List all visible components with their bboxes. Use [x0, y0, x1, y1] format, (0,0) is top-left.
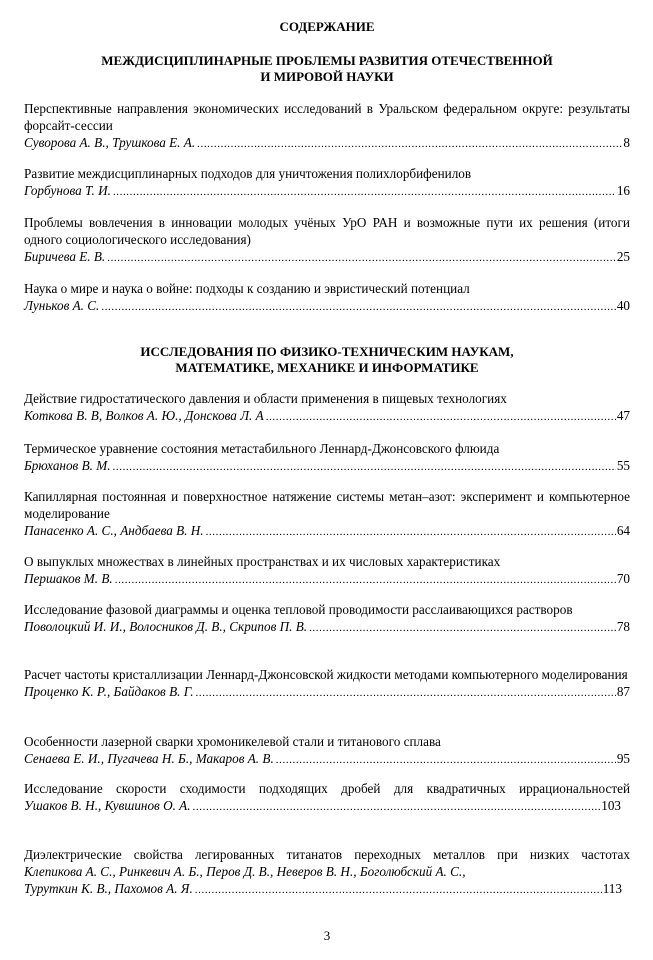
- entry-title: Развитие междисциплинарных подходов для уничтожения полихлорбифенилов: [24, 166, 472, 181]
- toc-entry[interactable]: [24, 100, 630, 153]
- entry-title: Термическое уравнение состояния метастабильного Леннард-Джонсовского флюида: [24, 441, 500, 456]
- entry-authors: Клепикова А. С., Ринкевич А. Б., Перов Д. В., Неверов В. Н., Боголюбский А. С.,: [24, 864, 466, 879]
- entry-title: Перспективные направления экономических исследований в Уральском федеральном округе: результаты форсайт-сессии: [24, 101, 630, 133]
- section-heading-line: ИССЛЕДОВАНИЯ ПО ФИЗИКО-ТЕХНИЧЕСКИМ НАУКАМ,: [140, 344, 514, 359]
- toc-entry[interactable]: [24, 440, 630, 476]
- entry-page-number: 78: [616, 619, 630, 634]
- dot-leader: [101, 299, 615, 316]
- entry-author-line: [24, 750, 630, 769]
- entry-title: О выпуклых множествах в линейных пространствах и их числовых характеристиках: [24, 554, 501, 569]
- dot-leader: [115, 572, 616, 589]
- entry-authors: Туруткин К. В., Пахомов А. Я.: [24, 881, 193, 896]
- entry-author-line: [24, 407, 630, 426]
- entry-page-number: 47: [616, 408, 630, 423]
- entry-title: Действие гидростатического давления и области применения в пищевых технологиях: [24, 391, 507, 406]
- toc-entry[interactable]: [24, 666, 630, 702]
- entry-authors: Панасенко А. С., Андбаева В. Н.: [24, 523, 204, 538]
- entry-author-line: [24, 683, 630, 702]
- section-heading: [24, 53, 630, 85]
- entry-author-line: [24, 297, 630, 316]
- entry-author-line: [24, 522, 630, 541]
- entry-authors: Поволоцкий И. И., Волосников Д. В., Скрипов П. В.: [24, 619, 308, 634]
- page-number: 3: [323, 928, 331, 943]
- entry-author-line: [24, 457, 630, 476]
- entry-authors: Биричева Е. В.: [24, 249, 106, 264]
- entry-authors: Брюханов В. М.: [24, 458, 111, 473]
- dot-leader: [276, 752, 616, 769]
- entry-title: Наука о мире и наука о войне: подходы к созданию и эвристический потенциал: [24, 281, 470, 296]
- dot-leader: [113, 184, 616, 201]
- entry-authors: Коткова В. В, Волков А. Ю., Донскова Л. А: [24, 408, 264, 423]
- entry-title: Расчет частоты кристаллизации Леннард-Джонсовской жидкости методами компьютерного моделирования: [24, 667, 628, 682]
- entry-title: Капиллярная постоянная и поверхностное натяжение системы метан–азот: эксперимент и компьютерное моделирование: [24, 489, 630, 521]
- entry-title: Диэлектрические свойства легированных титанатов переходных металлов при низких частотах: [24, 847, 630, 862]
- dot-leader: [197, 136, 622, 153]
- entry-page-number: 103: [601, 798, 621, 813]
- entry-author-line: [24, 182, 630, 201]
- toc-entry[interactable]: [24, 553, 630, 589]
- toc-entry[interactable]: [24, 601, 630, 637]
- entry-author-line: [24, 880, 622, 899]
- toc-entry[interactable]: [24, 165, 630, 201]
- entry-authors: Першаков М. В.: [24, 571, 113, 586]
- entry-authors: Проценко К. Р., Байдаков В. Г.: [24, 684, 194, 699]
- entry-title: Исследование фазовой диаграммы и оценка тепловой проводимости расслаивающихся растворов: [24, 602, 573, 617]
- entry-page-number: 55: [616, 458, 630, 473]
- dot-leader: [206, 524, 616, 541]
- section-heading-line: МАТЕМАТИКЕ, МЕХАНИКЕ И ИНФОРМАТИКЕ: [175, 360, 479, 375]
- entry-authors: Горбунова Т. И.: [24, 183, 111, 198]
- entry-page-number: 95: [616, 751, 630, 766]
- entry-title: Особенности лазерной сварки хромоникелевой стали и титанового сплава: [24, 734, 441, 749]
- entry-page-number: 16: [616, 183, 630, 198]
- toc-entry[interactable]: [24, 214, 630, 267]
- section-heading-line: МЕЖДИСЦИПЛИНАРНЫЕ ПРОБЛЕМЫ РАЗВИТИЯ ОТЕЧЕСТВЕННОЙ: [101, 53, 553, 68]
- dot-leader: [113, 459, 616, 476]
- entry-authors: Суворова А. В., Трушкова Е. А.: [24, 135, 196, 150]
- section-heading: [24, 344, 630, 376]
- toc-entry[interactable]: [24, 846, 630, 899]
- toc-entry[interactable]: [24, 780, 630, 816]
- entry-authors: Сенаева Е. И., Пугачева Н. Б., Макаров А. В.: [24, 751, 274, 766]
- entry-title: Исследование скорости сходимости подходящих дробей для квадратичных иррациональностей: [24, 781, 630, 796]
- toc-entry[interactable]: [24, 733, 630, 769]
- entry-page-number: 40: [616, 298, 630, 313]
- toc-entry[interactable]: [24, 280, 630, 316]
- toc-entry[interactable]: [24, 390, 630, 426]
- entry-page-number: 70: [616, 571, 630, 586]
- dot-leader: [196, 685, 616, 702]
- entry-authors: Луньков А. С.: [24, 298, 100, 313]
- entry-page-number: 87: [616, 684, 630, 699]
- toc-entry[interactable]: [24, 488, 630, 541]
- entry-author-line: [24, 797, 621, 816]
- entry-author-line: [24, 248, 630, 267]
- dot-leader: [266, 409, 616, 426]
- entry-authors: Ушаков В. Н., Кувшинов О. А.: [24, 798, 191, 813]
- dot-leader: [195, 882, 602, 899]
- page-title: СОДЕРЖАНИЕ: [279, 19, 375, 34]
- entry-author-line: [24, 570, 630, 589]
- entry-page-number: 64: [616, 523, 630, 538]
- entry-page-number: 25: [616, 249, 630, 264]
- dot-leader: [193, 799, 601, 816]
- entry-author-line: [24, 618, 630, 637]
- entry-page-number: 113: [602, 881, 622, 896]
- entry-author-line-first: [24, 863, 630, 880]
- dot-leader: [107, 250, 616, 267]
- dot-leader: [309, 620, 616, 637]
- section-heading-line: И МИРОВОЙ НАУКИ: [260, 69, 394, 84]
- entry-page-number: 8: [623, 135, 630, 150]
- entry-title: Проблемы вовлечения в инновации молодых учёных УрО РАН и возможные пути их решения (итоги одного социологического исследования): [24, 215, 630, 247]
- entry-author-line: [24, 134, 630, 153]
